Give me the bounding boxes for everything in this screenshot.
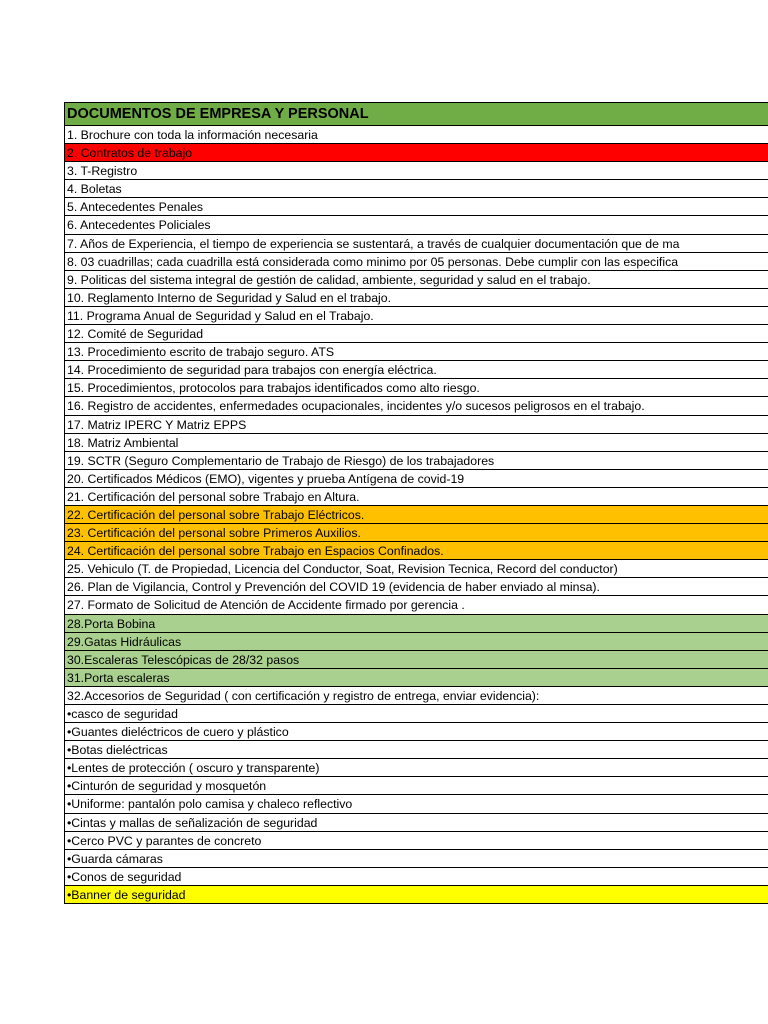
table-row: 22. Certificación del personal sobre Trabajo Eléctricos.	[65, 506, 768, 524]
table-row: 15. Procedimientos, protocolos para trabajos identificados como alto riesgo.	[65, 379, 768, 397]
table-row: 20. Certificados Médicos (EMO), vigentes y prueba Antígena de covid-19	[65, 470, 768, 488]
table-row: 4. Boletas	[65, 180, 768, 198]
table-row: 29.Gatas Hidráulicas	[65, 633, 768, 651]
table-row: 9. Politicas del sistema integral de gestión de calidad, ambiente, seguridad y salud en el trabajo.	[65, 271, 768, 289]
table-header: DOCUMENTOS DE EMPRESA Y PERSONAL	[65, 103, 768, 126]
table-row: 3. T-Registro	[65, 162, 768, 180]
table-row: •Banner de seguridad	[65, 886, 768, 904]
table-row: •Guantes dieléctricos de cuero y plástico	[65, 723, 768, 741]
table-row: 27. Formato de Solicitud de Atención de Accidente firmado por gerencia .	[65, 596, 768, 614]
table-row: 14. Procedimiento de seguridad para trabajos con energía eléctrica.	[65, 361, 768, 379]
document-table	[64, 102, 768, 904]
table-row: 32.Accesorios de Seguridad ( con certificación y registro de entrega, enviar evidencia):	[65, 687, 768, 705]
table-row: •Conos de seguridad	[65, 868, 768, 886]
table-row: 18. Matriz Ambiental	[65, 434, 768, 452]
table-row: 31.Porta escaleras	[65, 669, 768, 687]
table-row: •Cerco PVC y parantes de concreto	[65, 832, 768, 850]
table-body	[65, 126, 768, 904]
table-row: 1. Brochure con toda la información necesaria	[65, 126, 768, 144]
table-row: 5. Antecedentes Penales	[65, 198, 768, 216]
table-row: 30.Escaleras Telescópicas de 28/32 pasos	[65, 651, 768, 669]
table-row: 12. Comité de Seguridad	[65, 325, 768, 343]
table-row: •Guarda cámaras	[65, 850, 768, 868]
table-row: •Cintas y mallas de señalización de seguridad	[65, 814, 768, 832]
table-row: •Botas dieléctricas	[65, 741, 768, 759]
table-row: 26. Plan de Vigilancia, Control y Prevención del COVID 19 (evidencia de haber enviado al minsa).	[65, 578, 768, 596]
table-row: 13. Procedimiento escrito de trabajo seguro. ATS	[65, 343, 768, 361]
table-row: 23. Certificación del personal sobre Primeros Auxilios.	[65, 524, 768, 542]
table-row: •Lentes de protección ( oscuro y transparente)	[65, 759, 768, 777]
table-row: 19. SCTR (Seguro Complementario de Trabajo de Riesgo) de los trabajadores	[65, 452, 768, 470]
table-row: 7. Años de Experiencia, el tiempo de experiencia se sustentará, a través de cualquier documentación que de ma	[65, 235, 768, 253]
table-row: •Cinturón de seguridad y mosquetón	[65, 777, 768, 795]
table-row: 2. Contratos de trabajo	[65, 144, 768, 162]
table-row: 6. Antecedentes Policiales	[65, 216, 768, 234]
table-row: 25. Vehiculo (T. de Propiedad, Licencia del Conductor, Soat, Revision Tecnica, Record del conductor)	[65, 560, 768, 578]
table-row: 21. Certificación del personal sobre Trabajo en Altura.	[65, 488, 768, 506]
table-row: •casco de seguridad	[65, 705, 768, 723]
table-row: 28.Porta Bobina	[65, 615, 768, 633]
table-row: •Uniforme: pantalón polo camisa y chaleco reflectivo	[65, 795, 768, 813]
table-row: 16. Registro de accidentes, enfermedades ocupacionales, incidentes y/o sucesos peligrosos en el trabajo.	[65, 397, 768, 415]
table-row: 24. Certificación del personal sobre Trabajo en Espacios Confinados.	[65, 542, 768, 560]
table-row: 17. Matriz IPERC Y Matriz EPPS	[65, 416, 768, 434]
table-row: 11. Programa Anual de Seguridad y Salud en el Trabajo.	[65, 307, 768, 325]
table-row: 8. 03 cuadrillas; cada cuadrilla está considerada como minimo por 05 personas. Debe cumplir con las especifica	[65, 253, 768, 271]
table-row: 10. Reglamento Interno de Seguridad y Salud en el trabajo.	[65, 289, 768, 307]
